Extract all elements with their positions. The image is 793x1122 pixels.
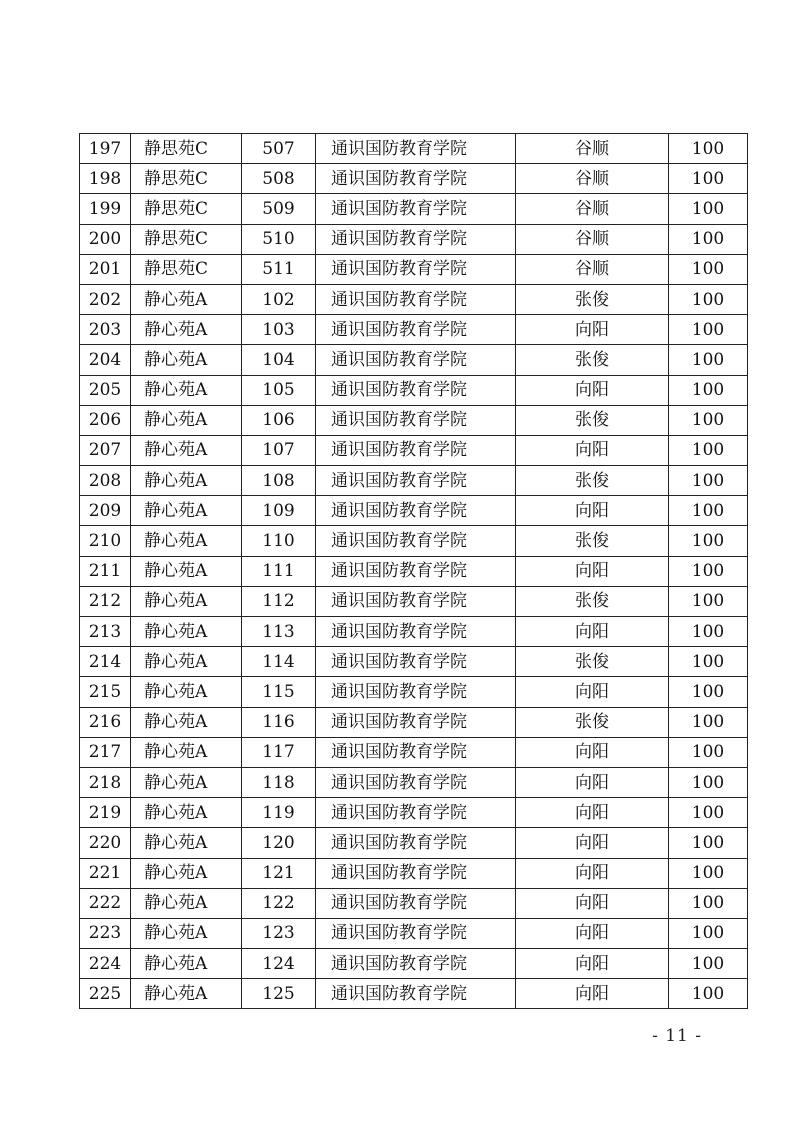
score-cell: 100 — [669, 315, 748, 345]
table-row — [80, 828, 748, 858]
room-number-cell: 122 — [242, 888, 316, 918]
table-row — [80, 224, 748, 254]
room-number-cell: 115 — [242, 677, 316, 707]
table-row — [80, 254, 748, 284]
score-cell: 100 — [669, 496, 748, 526]
inspector-cell: 向阳 — [516, 375, 669, 405]
building-cell: 静心苑A — [131, 858, 242, 888]
row-number-cell: 224 — [80, 949, 131, 979]
building-cell: 静心苑A — [131, 315, 242, 345]
inspector-cell: 向阳 — [516, 677, 669, 707]
building-cell: 静心苑A — [131, 798, 242, 828]
building-cell: 静心苑A — [131, 284, 242, 314]
college-cell: 通识国防教育学院 — [316, 888, 516, 918]
building-cell: 静思苑C — [131, 254, 242, 284]
room-number-cell: 510 — [242, 224, 316, 254]
table-row — [80, 647, 748, 677]
table-row — [80, 617, 748, 647]
table-row — [80, 586, 748, 616]
score-cell: 100 — [669, 949, 748, 979]
college-cell: 通识国防教育学院 — [316, 918, 516, 948]
table-row — [80, 134, 748, 164]
table-row — [80, 979, 748, 1009]
building-cell: 静心苑A — [131, 767, 242, 797]
building-cell: 静心苑A — [131, 435, 242, 465]
table-row — [80, 466, 748, 496]
inspector-cell: 张俊 — [516, 466, 669, 496]
table-row — [80, 888, 748, 918]
college-cell: 通识国防教育学院 — [316, 737, 516, 767]
building-cell: 静心苑A — [131, 888, 242, 918]
building-cell: 静思苑C — [131, 224, 242, 254]
score-cell: 100 — [669, 345, 748, 375]
row-number-cell: 213 — [80, 617, 131, 647]
row-number-cell: 220 — [80, 828, 131, 858]
row-number-cell: 218 — [80, 767, 131, 797]
building-cell: 静心苑A — [131, 647, 242, 677]
score-cell: 100 — [669, 375, 748, 405]
score-cell: 100 — [669, 254, 748, 284]
building-cell: 静心苑A — [131, 828, 242, 858]
college-cell: 通识国防教育学院 — [316, 164, 516, 194]
room-number-cell: 106 — [242, 405, 316, 435]
room-number-cell: 108 — [242, 466, 316, 496]
room-number-cell: 112 — [242, 586, 316, 616]
row-number-cell: 207 — [80, 435, 131, 465]
inspector-cell: 谷顺 — [516, 134, 669, 164]
building-cell: 静心苑A — [131, 677, 242, 707]
building-cell: 静心苑A — [131, 496, 242, 526]
building-cell: 静心苑A — [131, 556, 242, 586]
row-number-cell: 222 — [80, 888, 131, 918]
room-number-cell: 509 — [242, 194, 316, 224]
room-number-cell: 507 — [242, 134, 316, 164]
inspector-cell: 向阳 — [516, 767, 669, 797]
score-cell: 100 — [669, 556, 748, 586]
score-cell: 100 — [669, 194, 748, 224]
room-number-cell: 107 — [242, 435, 316, 465]
row-number-cell: 223 — [80, 918, 131, 948]
building-cell: 静心苑A — [131, 707, 242, 737]
score-cell: 100 — [669, 164, 748, 194]
inspector-cell: 向阳 — [516, 556, 669, 586]
score-cell: 100 — [669, 798, 748, 828]
college-cell: 通识国防教育学院 — [316, 254, 516, 284]
college-cell: 通识国防教育学院 — [316, 979, 516, 1009]
room-number-cell: 109 — [242, 496, 316, 526]
table-row — [80, 164, 748, 194]
score-cell: 100 — [669, 134, 748, 164]
row-number-cell: 219 — [80, 798, 131, 828]
college-cell: 通识国防教育学院 — [316, 586, 516, 616]
inspector-cell: 向阳 — [516, 858, 669, 888]
college-cell: 通识国防教育学院 — [316, 949, 516, 979]
building-cell: 静心苑A — [131, 979, 242, 1009]
inspector-cell: 向阳 — [516, 918, 669, 948]
building-cell: 静心苑A — [131, 949, 242, 979]
table-row — [80, 345, 748, 375]
building-cell: 静思苑C — [131, 164, 242, 194]
college-cell: 通识国防教育学院 — [316, 828, 516, 858]
table-row — [80, 707, 748, 737]
row-number-cell: 202 — [80, 284, 131, 314]
row-number-cell: 203 — [80, 315, 131, 345]
score-cell: 100 — [669, 918, 748, 948]
college-cell: 通识国防教育学院 — [316, 224, 516, 254]
row-number-cell: 214 — [80, 647, 131, 677]
college-cell: 通识国防教育学院 — [316, 345, 516, 375]
room-number-cell: 117 — [242, 737, 316, 767]
inspector-cell: 张俊 — [516, 707, 669, 737]
college-cell: 通识国防教育学院 — [316, 496, 516, 526]
inspector-cell: 谷顺 — [516, 224, 669, 254]
inspector-cell: 向阳 — [516, 315, 669, 345]
room-number-cell: 110 — [242, 526, 316, 556]
row-number-cell: 215 — [80, 677, 131, 707]
college-cell: 通识国防教育学院 — [316, 798, 516, 828]
room-number-cell: 121 — [242, 858, 316, 888]
college-cell: 通识国防教育学院 — [316, 466, 516, 496]
room-number-cell: 511 — [242, 254, 316, 284]
college-cell: 通识国防教育学院 — [316, 284, 516, 314]
inspector-cell: 向阳 — [516, 798, 669, 828]
table-row — [80, 375, 748, 405]
college-cell: 通识国防教育学院 — [316, 435, 516, 465]
score-cell: 100 — [669, 767, 748, 797]
inspector-cell: 谷顺 — [516, 254, 669, 284]
table-row — [80, 858, 748, 888]
room-number-cell: 105 — [242, 375, 316, 405]
page-number: - 11 - — [652, 1026, 702, 1046]
table-row — [80, 798, 748, 828]
dormitory-score-table — [79, 133, 748, 1009]
college-cell: 通识国防教育学院 — [316, 315, 516, 345]
row-number-cell: 225 — [80, 979, 131, 1009]
table-row — [80, 556, 748, 586]
table-row — [80, 405, 748, 435]
row-number-cell: 198 — [80, 164, 131, 194]
row-number-cell: 217 — [80, 737, 131, 767]
inspector-cell: 谷顺 — [516, 164, 669, 194]
building-cell: 静心苑A — [131, 586, 242, 616]
score-cell: 100 — [669, 224, 748, 254]
table-row — [80, 284, 748, 314]
building-cell: 静心苑A — [131, 737, 242, 767]
college-cell: 通识国防教育学院 — [316, 556, 516, 586]
score-cell: 100 — [669, 526, 748, 556]
table-row — [80, 918, 748, 948]
table-row — [80, 526, 748, 556]
row-number-cell: 216 — [80, 707, 131, 737]
college-cell: 通识国防教育学院 — [316, 617, 516, 647]
score-cell: 100 — [669, 405, 748, 435]
college-cell: 通识国防教育学院 — [316, 707, 516, 737]
table-row — [80, 767, 748, 797]
row-number-cell: 199 — [80, 194, 131, 224]
room-number-cell: 102 — [242, 284, 316, 314]
inspector-cell: 张俊 — [516, 526, 669, 556]
college-cell: 通识国防教育学院 — [316, 375, 516, 405]
building-cell: 静心苑A — [131, 345, 242, 375]
room-number-cell: 119 — [242, 798, 316, 828]
college-cell: 通识国防教育学院 — [316, 405, 516, 435]
room-number-cell: 508 — [242, 164, 316, 194]
room-number-cell: 125 — [242, 979, 316, 1009]
building-cell: 静思苑C — [131, 134, 242, 164]
score-cell: 100 — [669, 828, 748, 858]
inspector-cell: 张俊 — [516, 345, 669, 375]
table-body — [80, 134, 748, 1009]
row-number-cell: 210 — [80, 526, 131, 556]
inspector-cell: 张俊 — [516, 405, 669, 435]
room-number-cell: 123 — [242, 918, 316, 948]
table-row — [80, 737, 748, 767]
building-cell: 静心苑A — [131, 918, 242, 948]
room-number-cell: 120 — [242, 828, 316, 858]
row-number-cell: 200 — [80, 224, 131, 254]
table-row — [80, 194, 748, 224]
inspector-cell: 向阳 — [516, 828, 669, 858]
score-cell: 100 — [669, 435, 748, 465]
table-row — [80, 435, 748, 465]
score-cell: 100 — [669, 617, 748, 647]
college-cell: 通识国防教育学院 — [316, 858, 516, 888]
building-cell: 静心苑A — [131, 617, 242, 647]
row-number-cell: 201 — [80, 254, 131, 284]
inspector-cell: 张俊 — [516, 284, 669, 314]
college-cell: 通识国防教育学院 — [316, 767, 516, 797]
room-number-cell: 104 — [242, 345, 316, 375]
inspector-cell: 张俊 — [516, 647, 669, 677]
score-cell: 100 — [669, 707, 748, 737]
inspector-cell: 向阳 — [516, 496, 669, 526]
table-row — [80, 949, 748, 979]
building-cell: 静心苑A — [131, 526, 242, 556]
score-cell: 100 — [669, 858, 748, 888]
score-cell: 100 — [669, 284, 748, 314]
inspector-cell: 谷顺 — [516, 194, 669, 224]
building-cell: 静心苑A — [131, 405, 242, 435]
room-number-cell: 111 — [242, 556, 316, 586]
room-number-cell: 116 — [242, 707, 316, 737]
row-number-cell: 205 — [80, 375, 131, 405]
score-cell: 100 — [669, 466, 748, 496]
inspector-cell: 向阳 — [516, 435, 669, 465]
score-cell: 100 — [669, 888, 748, 918]
room-number-cell: 124 — [242, 949, 316, 979]
building-cell: 静思苑C — [131, 194, 242, 224]
row-number-cell: 212 — [80, 586, 131, 616]
inspector-cell: 向阳 — [516, 979, 669, 1009]
inspector-cell: 向阳 — [516, 949, 669, 979]
row-number-cell: 209 — [80, 496, 131, 526]
table-row — [80, 677, 748, 707]
inspector-cell: 向阳 — [516, 888, 669, 918]
college-cell: 通识国防教育学院 — [316, 526, 516, 556]
row-number-cell: 204 — [80, 345, 131, 375]
row-number-cell: 221 — [80, 858, 131, 888]
inspector-cell: 张俊 — [516, 586, 669, 616]
college-cell: 通识国防教育学院 — [316, 677, 516, 707]
score-cell: 100 — [669, 677, 748, 707]
inspector-cell: 向阳 — [516, 617, 669, 647]
score-cell: 100 — [669, 586, 748, 616]
inspector-cell: 向阳 — [516, 737, 669, 767]
row-number-cell: 208 — [80, 466, 131, 496]
room-number-cell: 113 — [242, 617, 316, 647]
room-number-cell: 114 — [242, 647, 316, 677]
building-cell: 静心苑A — [131, 466, 242, 496]
building-cell: 静心苑A — [131, 375, 242, 405]
college-cell: 通识国防教育学院 — [316, 194, 516, 224]
row-number-cell: 211 — [80, 556, 131, 586]
table-row — [80, 496, 748, 526]
score-cell: 100 — [669, 647, 748, 677]
score-cell: 100 — [669, 737, 748, 767]
college-cell: 通识国防教育学院 — [316, 647, 516, 677]
table-row — [80, 315, 748, 345]
score-cell: 100 — [669, 979, 748, 1009]
room-number-cell: 103 — [242, 315, 316, 345]
row-number-cell: 206 — [80, 405, 131, 435]
room-number-cell: 118 — [242, 767, 316, 797]
college-cell: 通识国防教育学院 — [316, 134, 516, 164]
row-number-cell: 197 — [80, 134, 131, 164]
